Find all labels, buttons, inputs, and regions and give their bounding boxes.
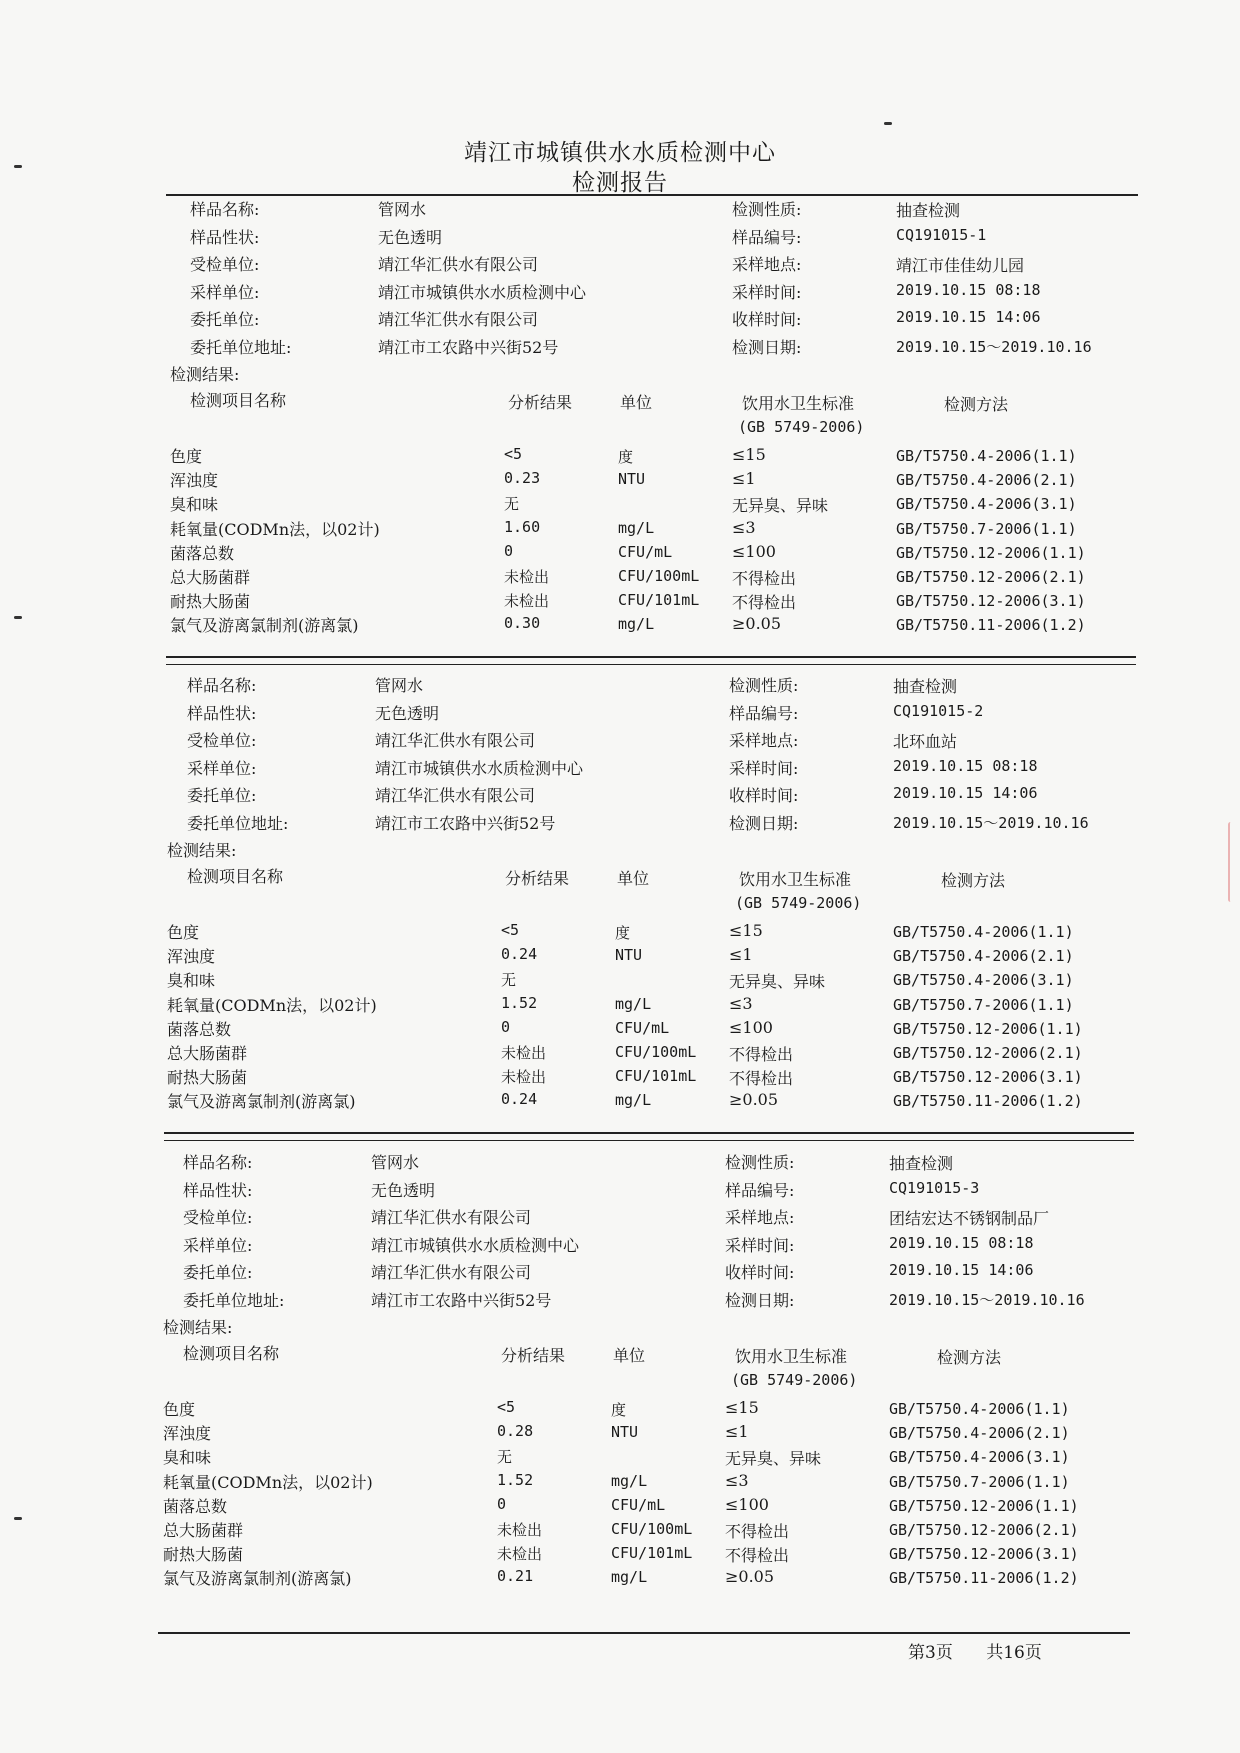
field-value-sample-property: 无色透明	[371, 1180, 436, 1200]
item-standard: 不得检出	[729, 1045, 794, 1064]
item-standard: ≤100	[732, 541, 776, 561]
item-standard: 无异臭、异味	[732, 496, 829, 516]
item-name: 菌落总数	[170, 543, 235, 563]
field-value-inspected-unit: 靖江华汇供水有限公司	[378, 255, 539, 275]
field-label-sampling-time: 采样时间:	[729, 758, 799, 778]
item-unit: NTU	[615, 946, 643, 965]
field-label-client-address: 委托单位地址:	[190, 338, 292, 357]
field-label-sampling-unit: 采样单位:	[190, 282, 260, 302]
item-result: <5	[497, 1398, 516, 1416]
field-label-sample-property: 样品性状:	[183, 1180, 253, 1200]
field-label-sampling-site: 采样地点:	[729, 731, 799, 751]
col-header-standard: 饮用水卫生标准	[739, 870, 852, 889]
col-header-standard: 饮用水卫生标准	[742, 394, 855, 413]
scan-speck	[14, 165, 22, 168]
field-label-test-nature: 检测性质:	[732, 200, 802, 219]
col-header-standard-ref: (GB 5749-2006)	[738, 418, 865, 436]
item-method: GB/T5750.12-2006(1.1)	[893, 1019, 1083, 1038]
item-method: GB/T5750.4-2006(2.1)	[889, 1424, 1070, 1443]
item-method: GB/T5750.12-2006(3.1)	[889, 1545, 1079, 1564]
item-unit: mg/L	[615, 994, 652, 1013]
col-header-method: 检测方法	[941, 871, 1006, 890]
item-unit: mg/L	[618, 518, 655, 537]
item-result: 1.52	[497, 1470, 534, 1489]
item-method: GB/T5750.7-2006(1.1)	[889, 1472, 1070, 1491]
item-method: GB/T5750.12-2006(1.1)	[889, 1496, 1079, 1515]
col-header-method: 检测方法	[944, 395, 1009, 414]
item-result: 0	[504, 541, 514, 560]
field-value-sample-name: 管网水	[378, 200, 427, 219]
sample-section-1	[0, 197, 1240, 667]
field-label-sampling-time: 采样时间:	[725, 1235, 795, 1255]
field-label-sample-no: 样品编号:	[729, 703, 799, 723]
item-name: 氯气及游离氯制剂(游离氯)	[163, 1569, 352, 1589]
field-label-sample-name: 样品名称:	[190, 200, 260, 219]
page-total: 共16页	[986, 1643, 1042, 1663]
field-value-sample-no: CQ191015-2	[893, 701, 984, 720]
field-label-sampling-unit: 采样单位:	[183, 1235, 253, 1255]
field-value-sample-property: 无色透明	[375, 703, 440, 723]
item-standard: ≤1	[729, 945, 753, 965]
item-name: 耐热大肠菌	[167, 1068, 248, 1088]
top-rule	[166, 194, 1138, 196]
field-value-receipt-time: 2019.10.15 14:06	[893, 784, 1038, 803]
item-result: 0.24	[501, 945, 538, 964]
col-header-result: 分析结果	[508, 393, 573, 412]
item-unit: CFU/101mL	[611, 1544, 693, 1563]
item-result: 0	[501, 1017, 511, 1036]
field-value-sampling-site: 团结宏达不锈钢制品厂	[889, 1209, 1050, 1229]
item-method: GB/T5750.4-2006(2.1)	[893, 947, 1074, 966]
scan-red-mark	[1228, 822, 1233, 902]
item-standard: 不得检出	[725, 1546, 790, 1566]
field-value-test-date: 2019.10.15～2019.10.16	[889, 1291, 1085, 1309]
item-unit: CFU/mL	[611, 1495, 666, 1514]
field-value-receipt-time: 2019.10.15 14:06	[896, 308, 1041, 327]
item-method: GB/T5750.4-2006(3.1)	[896, 495, 1077, 514]
item-result: 无	[501, 971, 517, 990]
item-result: 无	[504, 495, 520, 514]
item-unit: CFU/101mL	[618, 591, 700, 610]
field-value-sample-property: 无色透明	[378, 227, 443, 247]
item-unit: 度	[618, 448, 634, 466]
item-method: GB/T5750.7-2006(1.1)	[893, 995, 1074, 1014]
results-heading: 检测结果:	[170, 365, 240, 384]
item-result: 未检出	[504, 568, 550, 586]
item-method: GB/T5750.4-2006(1.1)	[896, 447, 1077, 465]
field-value-sample-name: 管网水	[375, 676, 424, 695]
page-footer	[908, 1638, 1070, 1663]
field-value-sampling-time: 2019.10.15 08:18	[889, 1233, 1034, 1252]
report-title: 检测报告	[572, 170, 668, 196]
item-name: 浑浊度	[167, 947, 216, 967]
item-standard: ≤15	[725, 1398, 759, 1417]
item-result: 未检出	[504, 592, 550, 611]
item-result: 0.23	[504, 469, 541, 488]
field-label-sample-property: 样品性状:	[190, 227, 260, 247]
field-label-receipt-time: 收样时间:	[729, 786, 799, 806]
field-value-sampling-unit: 靖江市城镇供水水质检测中心	[378, 282, 587, 302]
item-standard: ≤15	[729, 921, 763, 940]
item-method: GB/T5750.4-2006(2.1)	[896, 471, 1077, 490]
field-label-test-nature: 检测性质:	[725, 1153, 795, 1172]
item-result: 未检出	[501, 1044, 547, 1062]
item-name: 色度	[163, 1400, 196, 1419]
scan-speck	[884, 122, 892, 125]
item-method: GB/T5750.4-2006(1.1)	[893, 923, 1074, 941]
col-header-unit: 单位	[620, 393, 653, 412]
item-result: 无	[497, 1448, 513, 1467]
item-result: 未检出	[497, 1545, 543, 1564]
item-method: GB/T5750.12-2006(2.1)	[889, 1521, 1079, 1539]
item-method: GB/T5750.12-2006(3.1)	[893, 1068, 1083, 1087]
item-method: GB/T5750.4-2006(3.1)	[889, 1448, 1070, 1467]
field-label-client-address: 委托单位地址:	[183, 1291, 285, 1310]
item-standard: 不得检出	[732, 569, 797, 588]
item-unit: CFU/mL	[618, 542, 673, 561]
col-header-unit: 单位	[617, 869, 650, 888]
field-value-sampling-unit: 靖江市城镇供水水质检测中心	[371, 1235, 580, 1255]
item-unit: 度	[611, 1401, 627, 1419]
item-method: GB/T5750.4-2006(3.1)	[893, 971, 1074, 990]
item-standard: 不得检出	[732, 593, 797, 613]
field-value-sampling-time: 2019.10.15 08:18	[896, 280, 1041, 299]
item-standard: ≥0.05	[725, 1567, 775, 1587]
item-name: 耗氧量(CODMn法，以02计)	[167, 995, 377, 1015]
field-label-client-address: 委托单位地址:	[187, 814, 289, 833]
field-value-sampling-unit: 靖江市城镇供水水质检测中心	[375, 758, 584, 778]
item-standard: ≤15	[732, 445, 766, 464]
item-method: GB/T5750.11-2006(1.2)	[896, 616, 1086, 635]
item-name: 菌落总数	[167, 1019, 232, 1039]
item-result: 0.24	[501, 1090, 538, 1109]
item-unit: CFU/101mL	[615, 1067, 697, 1086]
item-unit: CFU/mL	[615, 1018, 670, 1037]
scan-speck	[14, 1517, 22, 1520]
item-standard: 无异臭、异味	[729, 972, 826, 992]
field-value-sample-no: CQ191015-3	[889, 1178, 980, 1197]
field-value-client-address: 靖江市工农路中兴街52号	[371, 1291, 552, 1310]
item-name: 总大肠菌群	[163, 1521, 244, 1540]
item-standard: ≤3	[732, 517, 756, 537]
item-name: 总大肠菌群	[167, 1044, 248, 1063]
item-name: 耗氧量(CODMn法，以02计)	[170, 519, 380, 539]
field-value-test-nature: 抽查检测	[889, 1154, 954, 1173]
field-label-sampling-time: 采样时间:	[732, 282, 802, 302]
bottom-rule	[158, 1632, 1130, 1634]
item-name: 耐热大肠菌	[163, 1545, 244, 1565]
item-method: GB/T5750.11-2006(1.2)	[893, 1092, 1083, 1111]
field-label-sampling-site: 采样地点:	[725, 1208, 795, 1228]
field-value-client-unit: 靖江华汇供水有限公司	[375, 786, 536, 806]
col-header-standard: 饮用水卫生标准	[735, 1347, 848, 1366]
item-name: 菌落总数	[163, 1496, 228, 1516]
item-unit: 度	[615, 924, 631, 942]
item-unit: NTU	[618, 470, 646, 489]
item-result: <5	[501, 921, 520, 939]
field-label-sample-name: 样品名称:	[183, 1153, 253, 1172]
field-value-test-nature: 抽查检测	[896, 201, 961, 220]
col-header-result: 分析结果	[501, 1346, 566, 1365]
item-method: GB/T5750.12-2006(2.1)	[893, 1044, 1083, 1062]
field-value-inspected-unit: 靖江华汇供水有限公司	[375, 731, 536, 751]
item-unit: CFU/100mL	[618, 567, 700, 585]
item-result: 1.52	[501, 993, 538, 1012]
item-standard: ≤1	[725, 1422, 749, 1442]
item-unit: CFU/100mL	[611, 1520, 693, 1538]
field-label-inspected-unit: 受检单位:	[190, 255, 260, 275]
field-label-test-date: 检测日期:	[725, 1291, 795, 1310]
item-method: GB/T5750.12-2006(1.1)	[896, 543, 1086, 562]
sample-section-3	[0, 1150, 1233, 1620]
field-value-test-date: 2019.10.15～2019.10.16	[893, 814, 1089, 832]
field-label-receipt-time: 收样时间:	[732, 310, 802, 330]
item-result: 未检出	[501, 1068, 547, 1087]
item-result: 0.21	[497, 1567, 534, 1586]
field-label-sampling-site: 采样地点:	[732, 255, 802, 275]
field-value-sample-name: 管网水	[371, 1153, 420, 1172]
field-value-inspected-unit: 靖江华汇供水有限公司	[371, 1208, 532, 1228]
report-org: 靖江市城镇供水水质检测中心	[464, 140, 776, 166]
field-label-test-nature: 检测性质:	[729, 676, 799, 695]
results-heading: 检测结果:	[163, 1318, 233, 1337]
item-standard: 不得检出	[725, 1522, 790, 1541]
item-name: 浑浊度	[163, 1424, 212, 1444]
item-unit: CFU/100mL	[615, 1043, 697, 1061]
field-label-sample-property: 样品性状:	[187, 703, 257, 723]
item-result: 0.28	[497, 1422, 534, 1441]
col-header-standard-ref: (GB 5749-2006)	[731, 1371, 858, 1389]
field-label-sampling-unit: 采样单位:	[187, 758, 257, 778]
scan-speck	[14, 616, 22, 619]
field-value-sampling-site: 靖江市佳佳幼儿园	[896, 256, 1025, 276]
col-header-unit: 单位	[613, 1346, 646, 1365]
col-header-item: 检测项目名称	[190, 391, 287, 410]
field-value-sample-no: CQ191015-1	[896, 225, 987, 244]
item-standard: ≤3	[729, 993, 753, 1013]
item-name: 臭和味	[170, 495, 219, 515]
field-value-test-nature: 抽查检测	[893, 677, 958, 696]
results-heading: 检测结果:	[167, 841, 237, 860]
field-label-sample-no: 样品编号:	[732, 227, 802, 247]
field-label-receipt-time: 收样时间:	[725, 1263, 795, 1283]
item-result: <5	[504, 445, 523, 463]
field-value-client-unit: 靖江华汇供水有限公司	[371, 1263, 532, 1283]
field-label-test-date: 检测日期:	[729, 814, 799, 833]
item-result: 1.60	[504, 517, 541, 536]
item-standard: ≤1	[732, 469, 756, 489]
item-name: 浑浊度	[170, 471, 219, 491]
item-standard: ≤100	[729, 1017, 773, 1037]
sample-section-2	[0, 673, 1237, 1143]
item-result: 0.30	[504, 614, 541, 633]
field-label-test-date: 检测日期:	[732, 338, 802, 357]
item-name: 氯气及游离氯制剂(游离氯)	[167, 1092, 356, 1112]
item-method: GB/T5750.12-2006(3.1)	[896, 592, 1086, 611]
field-value-sampling-time: 2019.10.15 08:18	[893, 756, 1038, 775]
col-header-method: 检测方法	[937, 1348, 1002, 1367]
item-method: GB/T5750.4-2006(1.1)	[889, 1400, 1070, 1418]
item-name: 色度	[167, 923, 200, 942]
item-unit: mg/L	[611, 1471, 648, 1490]
item-result: 0	[497, 1494, 507, 1513]
item-standard: ≤3	[725, 1470, 749, 1490]
item-name: 耗氧量(CODMn法，以02计)	[163, 1472, 373, 1492]
item-unit: mg/L	[611, 1568, 648, 1587]
field-value-client-unit: 靖江华汇供水有限公司	[378, 310, 539, 330]
field-label-client-unit: 委托单位:	[190, 310, 260, 330]
item-standard: 无异臭、异味	[725, 1449, 822, 1469]
item-name: 色度	[170, 447, 203, 466]
item-unit: NTU	[611, 1423, 639, 1442]
item-standard: ≤100	[725, 1494, 769, 1514]
item-method: GB/T5750.11-2006(1.2)	[889, 1569, 1079, 1588]
field-value-client-address: 靖江市工农路中兴街52号	[378, 338, 559, 357]
col-header-item: 检测项目名称	[183, 1344, 280, 1363]
field-value-sampling-site: 北环血站	[893, 732, 958, 752]
field-label-sample-name: 样品名称:	[187, 676, 257, 695]
item-method: GB/T5750.12-2006(2.1)	[896, 568, 1086, 586]
item-standard: 不得检出	[729, 1069, 794, 1089]
field-value-test-date: 2019.10.15～2019.10.16	[896, 338, 1092, 356]
item-name: 臭和味	[167, 971, 216, 991]
field-label-sample-no: 样品编号:	[725, 1180, 795, 1200]
field-label-client-unit: 委托单位:	[187, 786, 257, 806]
item-unit: mg/L	[615, 1091, 652, 1110]
field-value-receipt-time: 2019.10.15 14:06	[889, 1261, 1034, 1280]
item-result: 未检出	[497, 1521, 543, 1539]
field-label-client-unit: 委托单位:	[183, 1263, 253, 1283]
col-header-item: 检测项目名称	[187, 867, 284, 886]
field-value-client-address: 靖江市工农路中兴街52号	[375, 814, 556, 833]
item-name: 氯气及游离氯制剂(游离氯)	[170, 616, 359, 636]
item-name: 耐热大肠菌	[170, 592, 251, 612]
page-number: 第3页	[908, 1643, 953, 1663]
item-unit: mg/L	[618, 615, 655, 634]
field-label-inspected-unit: 受检单位:	[187, 731, 257, 751]
item-method: GB/T5750.7-2006(1.1)	[896, 519, 1077, 538]
item-standard: ≥0.05	[732, 614, 782, 634]
item-name: 臭和味	[163, 1448, 212, 1468]
field-label-inspected-unit: 受检单位:	[183, 1208, 253, 1228]
col-header-standard-ref: (GB 5749-2006)	[735, 894, 862, 912]
col-header-result: 分析结果	[505, 869, 570, 888]
item-standard: ≥0.05	[729, 1090, 779, 1110]
item-name: 总大肠菌群	[170, 568, 251, 587]
